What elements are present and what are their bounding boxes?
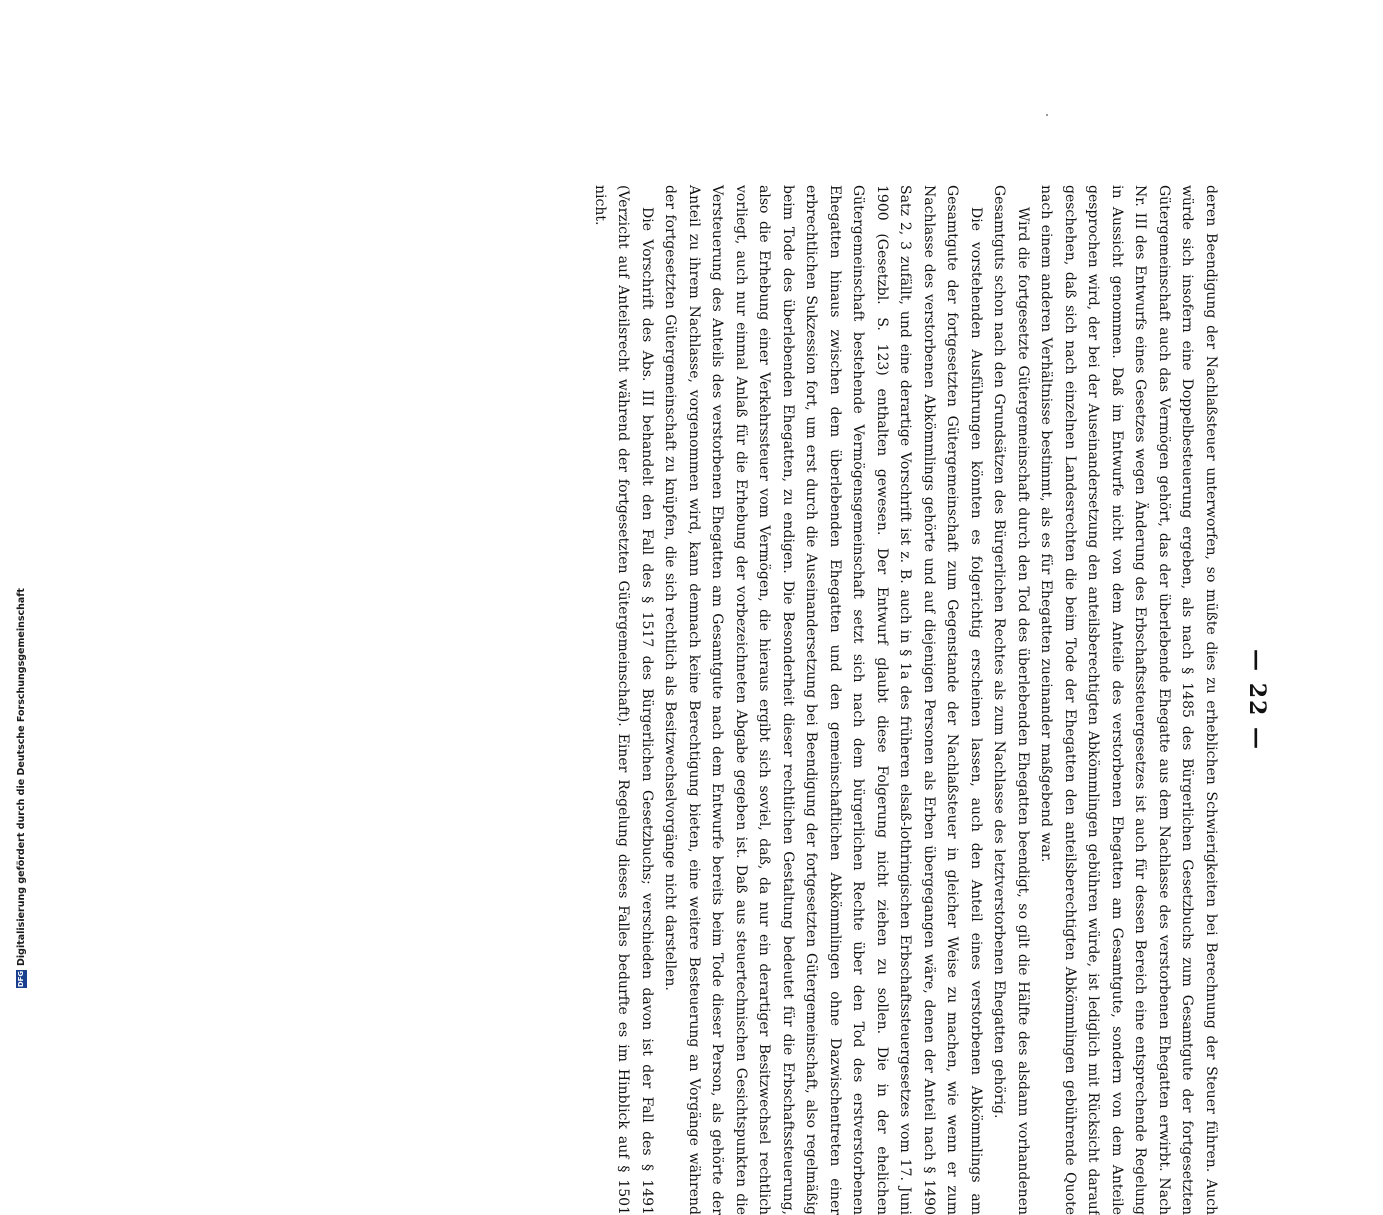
paragraph-2: Wird die fortgesetzte Gütergemeinschaft durch den Tod des überlebenden Ehegatten beendigt, so gilt die Hälfte des alsdann vorhandenen Gesamtguts schon nach den Grundsätzen des Bürgerlichen Rechtes als zum Nachlasse des letztverstorbenen Ehegatten gehörig. xyxy=(991,185,1031,1215)
credit-text: Digitalisierung gefördert durch die Deutsche Forschungsgemeinschaft xyxy=(15,588,27,966)
paragraph-4: Die Vorschrift des Abs. III behandelt den Fall des § 1517 des Bürgerlichen Gesetzbuchs; verschieden davon ist der Fall des § 1491 (Verzicht auf Anteilsrecht während der fortgesetzten Gütergemeinschaft). Einer Regelung dieses Falles bedurfte es im Hinblick auf § 1501 nicht. xyxy=(592,185,655,1215)
dfg-logo-icon: DFG xyxy=(16,970,25,988)
page-body xyxy=(588,185,1223,1215)
paragraph-1: deren Beendigung der Nachlaßsteuer unterworfen, so müßte dies zu erheblichen Schwierigkeiten bei Berechnung der Steuer führen. Auch würde sich insofern eine Doppelbesteuerung ergeben, als nach § 1485 des Bürgerlichen Gesetzbuchs zum Gesamtgute der fortgesetzten Gütergemeinschaft auch das Vermögen gehört, das der überlebende Ehegatte aus dem Nachlasse des verstorbenen Ehegatten erwirbt. Nach Nr. III des Entwurfs eines Gesetzes wegen Änderung des Erbschaftssteuergesetzes ist auch für dessen Bereich eine entsprechende Regelung in Aussicht genommen. Daß im Entwurfe nicht von dem Anteile des verstorbenen Ehegatten am Gesamtgute, sondern von dem Anteile gesprochen wird, der bei der Auseinandersetzung den anteilsberechtigten Abkömmlingen gebühren würde, ist lediglich mit Rücksicht darauf geschehen, daß sich nach einzelnen Landesrechten die beim Tode der Ehegatten den anteilsberechtigten Abkömmlingen gebührende Quote nach einem anderen Verhältnisse bestimmt, als es für Ehegatten zueinander maßgebend war. xyxy=(1038,185,1219,1215)
digitization-credit xyxy=(14,0,28,988)
paragraph-3: Die vorstehenden Ausführungen könnten es folgerichtig erscheinen lassen, auch den Anteil eines verstorbenen Abkömmlings am Gesamtgute der fortgesetzten Gütergemeinschaft zum Gegenstande der Nachlaßsteuer in gleicher Weise zu machen, wie wenn er zum Nachlasse des verstorbenen Abkömmlings gehörte und auf diejenigen Personen als Erben übergegangen wäre, denen der Anteil nach § 1490 Satz 2, 3 zufällt, und eine derartige Vorschrift ist z. B. auch in § 1a des früheren elsaß-lothringischen Erbschaftssteuergesetzes vom 17. Juni 1900 (Gesetzbl. S. 123) enthalten gewesen. Der Entwurf glaubt diese Folgerung nicht ziehen zu sollen. Die in der ehelichen Gütergemeinschaft bestehende Vermögensgemeinschaft setzt sich nach dem bürgerlichen Rechte über den Tod des erstverstorbenen Ehegatten hinaus zwischen dem überlebenden Ehegatten und den gemeinschaftlichen Abkömmlingen ohne Dazwischentreten einer erbrechtlichen Sukzession fort, um erst durch die Auseinandersetzung bei Beendigung der fortgesetzten Gütergemeinschaft, also regelmäßig beim Tode des überlebenden Ehegatten, zu endigen. Die Besonderheit dieser rechtlichen Gestaltung bedeutet für die Erbschaftssteuerung, also die Erhebung einer Verkehrssteuer vom Vermögen, die hieraus ergibt sich soviel, daß, da nur ein derartiger Besitzwechsel rechtlich vorliegt, auch nur einmal Anlaß für die Erhebung der vorbezeichneten Abgabe gegeben ist. Daß aus steuertechnischen Gesichtspunkten die Versteuerung des Anteils des verstorbenen Ehegatten am Gesamtgute nach dem Entwurfe bereits beim Tode dieser Person, als gehörte der Anteil zu ihrem Nachlasse, vorgenommen wird, kann demnach keine Berechtigung bieten, eine weitere Besteuerung an Vorgänge während der fortgesetzten Gütergemeinschaft zu knüpfen, die sich rechtlich als Besitzwechselvorgänge nicht darstellen. xyxy=(662,185,984,1215)
page-number: — 22 — xyxy=(1244,649,1270,751)
scan-speck xyxy=(1046,114,1048,116)
rotated-page-content xyxy=(240,185,1270,1215)
